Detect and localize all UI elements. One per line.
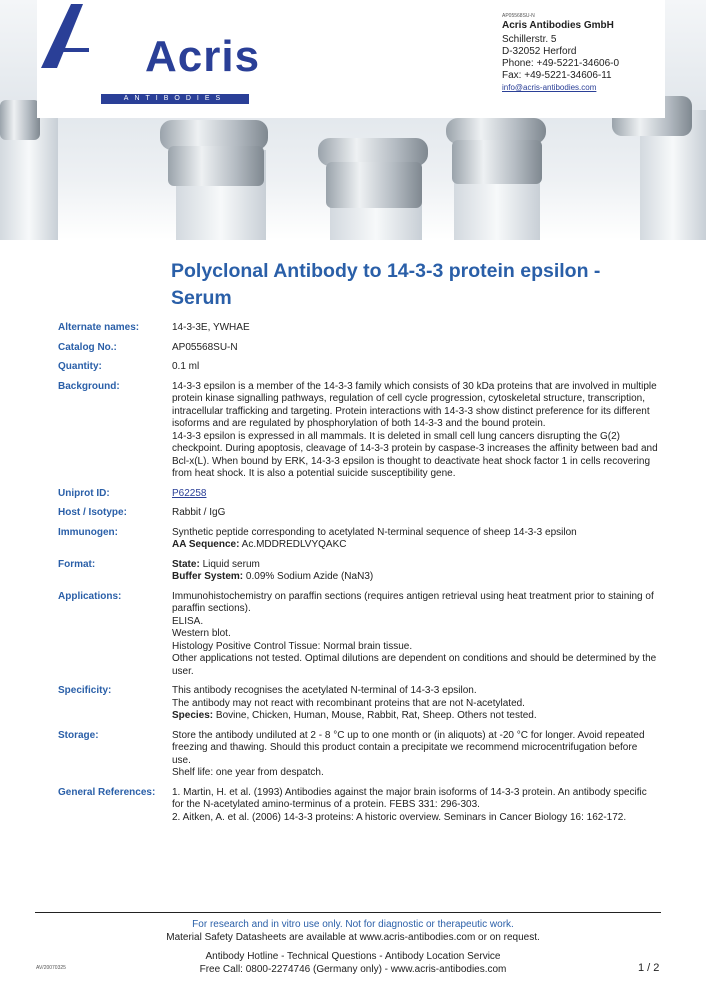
aa-sequence-label: AA Sequence: (172, 539, 240, 550)
reference-item: 2. Aitken, A. et al. (2006) 14-3-3 proteins: A historic overview. Seminars in Cancer Biology 16: 162-172. (172, 811, 627, 823)
species-label: Species: (172, 710, 214, 721)
specificity-line: This antibody recognises the acetylated N-terminal of 14-3-3 epsilon. (172, 685, 477, 696)
field-value (172, 591, 658, 679)
phone: Phone: +49-5221-34606-0 (502, 58, 620, 69)
reference-item: 1. Martin, H. et al. (1993) Antibodies against the major brain isoforms of 14-3-3 protein. An antibody specific for the N-acetylated amino-terminus of a protein. FEBS 331: 296-303. (172, 786, 647, 810)
field-immunogen (58, 527, 658, 552)
field-background (58, 381, 658, 481)
hotline-text: Antibody Hotline - Technical Questions - Antibody Location Service (205, 951, 501, 962)
state-value: Liquid serum (202, 558, 260, 570)
field-specificity (58, 685, 658, 723)
field-storage (58, 730, 658, 780)
field-label: Quantity: (58, 361, 102, 372)
field-label: Host / Isotype: (58, 507, 127, 518)
buffer-value: 0.09% Sodium Azide (NaN3) (245, 571, 374, 582)
field-label: Uniprot ID: (58, 487, 110, 499)
company-address (502, 12, 619, 94)
field-value (172, 559, 658, 584)
logo-wordmark: Acris (145, 32, 261, 81)
species-line (172, 710, 658, 723)
field-label: General References: (58, 786, 156, 798)
field-label: Immunogen: (58, 526, 118, 538)
format-buffer (172, 571, 658, 584)
field-label: Catalog No.: (58, 341, 117, 353)
fax: Fax: +49-5221-34606-11 (502, 70, 612, 81)
uniprot-link[interactable]: P62258 (172, 487, 207, 499)
header-banner-image (0, 0, 706, 240)
buffer-label: Buffer System: (172, 571, 244, 582)
company-name: Acris Antibodies GmbH (502, 20, 614, 31)
footer (0, 918, 706, 976)
field-value (172, 685, 658, 723)
field-value: 14-3-3E, YWHAE (172, 322, 250, 333)
field-value (172, 488, 658, 501)
field-value: AP05568SU-N (172, 341, 238, 353)
field-label: Specificity: (58, 685, 112, 696)
immunogen-text: Synthetic peptide corresponding to acetylated N-terminal sequence of sheep 14-3-3 epsilon (172, 526, 577, 538)
format-state (172, 559, 658, 572)
field-value (172, 730, 658, 780)
field-label: Storage: (58, 729, 99, 741)
aa-sequence (172, 539, 658, 552)
field-value (172, 381, 658, 481)
field-references (58, 787, 658, 825)
field-label: Applications: (58, 590, 122, 602)
free-call-text: Free Call: 0800-2274746 (Germany only) - www.acris-antibodies.com (199, 964, 507, 975)
field-value: 0.1 ml (172, 361, 200, 372)
field-applications (58, 591, 658, 679)
field-format (58, 559, 658, 584)
field-label: Format: (58, 558, 96, 570)
field-catalog (58, 342, 658, 355)
field-label: Alternate names: (58, 322, 140, 333)
field-alternate-names (58, 322, 658, 335)
aa-sequence-value: Ac.MDDREDLVYQAKC (241, 539, 347, 550)
msds-notice: Material Safety Datasheets are available at www.acris-antibodies.com or on request. (166, 932, 540, 943)
page-number: 1 / 2 (638, 962, 660, 974)
field-label: Background: (58, 380, 120, 392)
background-paragraph: 14-3-3 epsilon is expressed in all mammals. It is deleted in small cell lung cancers disrupting the G(2) checkpoint. During apoptosis, cleavage of 14-3-3 protein by caspase-3 increases the affinity between bad and Bcl-x(L). When bound by ERK, 14-3-3 epsilon is thought to deactivate heat shock factor 1 in cells recovering from heat shock. It is also a potential suicide susceptibility gene. (172, 430, 658, 479)
storage-line: Store the antibody undiluted at 2 - 8 °C up to one month or (in aliquots) at -20 °C for longer. Avoid repeated freezing and thawing. Should this product contain a precipitate we recommend microcentrifugation before use. (172, 729, 645, 766)
application-line: Histology Positive Control Tissue: Normal brain tissue. (172, 640, 413, 652)
field-host (58, 507, 658, 520)
logo-subtext: ANTIBODIES (101, 94, 249, 104)
field-value (172, 527, 658, 552)
acris-logo-mark (37, 0, 97, 70)
species-value: Bovine, Chicken, Human, Mouse, Rabbit, Rat, Sheep. Others not tested. (215, 710, 537, 721)
background-paragraph: 14-3-3 epsilon is a member of the 14-3-3 family which consists of 30 kDa proteins that are involved in multiple protein kinase signalling pathways, regulation of cell cycle progression, cytoskeletal structure, transcription, intracellular trafficking and targeting. Protein interactions with 14-3-3 show distinct preference for its different isoforms and are regulated by phosphorylation of both 14-3-3 and the bound protein. (172, 380, 657, 429)
address-line: Schillerstr. 5 (502, 34, 557, 45)
field-value: Rabbit / IgG (172, 507, 226, 518)
application-line: Other applications not tested. Optimal dilutions are dependent on conditions and should be determined by the user. (172, 653, 657, 677)
storage-line: Shelf life: one year from despatch. (172, 767, 324, 778)
research-use-notice: For research and in vitro use only. Not for diagnostic or therapeutic work. (192, 919, 514, 930)
email-link[interactable]: info@acris-antibodies.com (502, 83, 597, 92)
product-details (58, 322, 658, 831)
field-quantity (58, 361, 658, 374)
address-line: D-32052 Herford (502, 46, 577, 57)
field-uniprot (58, 488, 658, 501)
application-line: ELISA. (172, 615, 204, 627)
state-label: State: (172, 558, 200, 570)
application-line: Immunohistochemistry on paraffin sections (requires antigen retrieval using heat treatment prior to staining of paraffin sections). (172, 590, 654, 614)
footer-divider (35, 912, 661, 913)
specificity-line: The antibody may not react with recombinant proteins that are not N-acetylated. (172, 697, 525, 709)
page-title: Polyclonal Antibody to 14-3-3 protein epsilon - Serum (171, 260, 601, 309)
application-line: Western blot. (172, 628, 231, 639)
header-catalog-code: AP05568SU-N (502, 13, 535, 19)
field-value (172, 787, 658, 825)
document-id: AV/20070325 (36, 965, 66, 971)
